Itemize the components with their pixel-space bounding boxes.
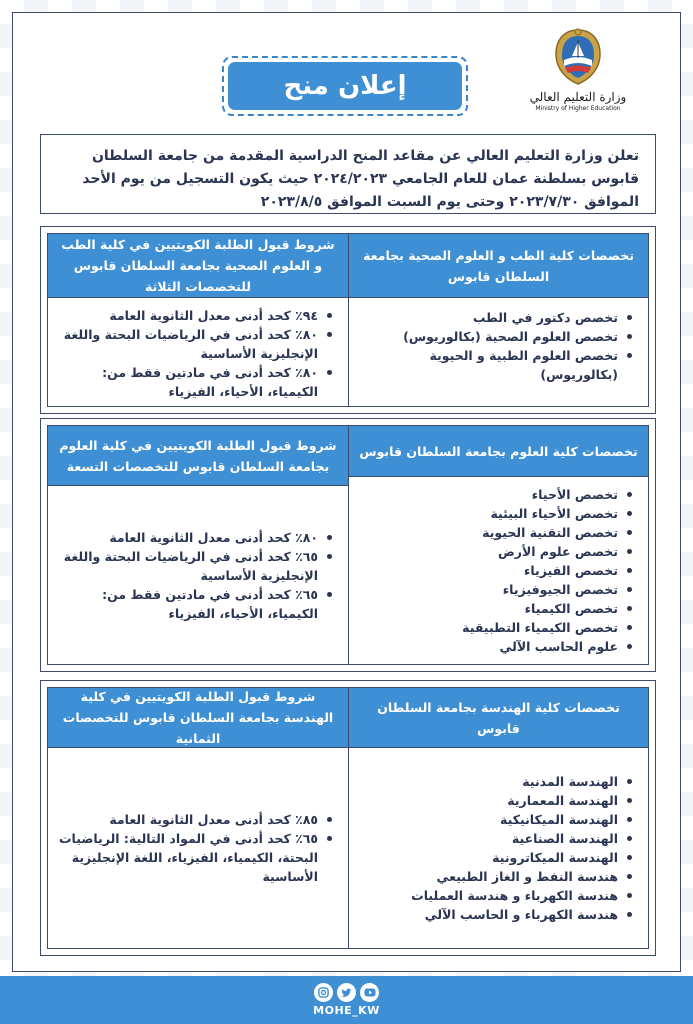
social-links [314,983,379,1002]
list-item: تخصص الفيزياء [359,561,634,580]
list-item: تخصص العلوم الصحية (بكالوريوس) [359,327,634,346]
list-item: تخصص علوم الأرض [359,542,634,561]
ministry-logo [528,26,628,122]
list-item: ٨٠٪ كحد أدنى معدل الثانوية العامة [58,528,334,547]
engineering-specs-column [348,687,649,949]
engineering-conditions-body [48,748,348,948]
engineering-conditions-column [47,687,348,949]
list-item: علوم الحاسب الآلي [359,637,634,656]
engineering-section [40,680,656,956]
science-section [40,418,656,672]
medicine-specs-title: تخصصات كلية الطب و العلوم الصحية بجامعة السلطان قابوس [349,234,648,298]
youtube-icon[interactable] [360,983,379,1002]
list-item: تخصص الأحياء [359,485,634,504]
social-handle: MOHE_KW [313,1004,380,1017]
list-item: ٨٥٪ كحد أدنى معدل الثانوية العامة [58,810,334,829]
list-item: تخصص الكيمياء التطبيقية [359,618,634,637]
twitter-icon[interactable] [337,983,356,1002]
engineering-conditions-title: شروط قبول الطلبة الكويتيين في كلية الهندسة بجامعة السلطان قابوس للتخصصات الثمانية [48,688,348,748]
list-item: تخصص العلوم الطبية و الحيوية (بكالوريوس) [359,346,634,384]
list-item: تخصص الكيمياء [359,599,634,618]
science-conditions-column [47,425,348,665]
list-item: الهندسة الميكانيكية [359,810,634,829]
instagram-icon[interactable] [314,983,333,1002]
science-specs-body [349,477,648,664]
list-item: ٩٤٪ كحد أدنى معدل الثانوية العامة [58,306,334,325]
science-specs-title: تخصصات كلية العلوم بجامعة السلطان قابوس [349,426,648,477]
list-item: ٦٥٪ كحد أدنى في الرياضيات البحتة واللغة الإنجليزية الأساسية [58,547,334,585]
list-item: تخصص دكتور في الطب [359,308,634,327]
medicine-conditions-column [47,233,348,407]
list-item: تخصص الجيوفيزياء [359,580,634,599]
list-item: ٦٥٪ كحد أدنى في المواد التالية: الرياضيات البحتة، الكيمياء، الفيزياء، اللغة الإنجليزية الأساسية [58,829,334,886]
medicine-conditions-title: شروط قبول الطلبة الكويتيين في كلية الطب و العلوم الصحية بجامعة السلطان قابوس للتخصصات الثلاثة [48,234,348,298]
medicine-specs-column [348,233,649,407]
list-item: الهندسة الصناعية [359,829,634,848]
medicine-specs-body [349,298,648,406]
list-item: ٦٥٪ كحد أدنى في مادتين فقط من: الكيمياء، الأحياء، الفيزياء [58,585,334,623]
list-item: تخصص التقنية الحيوية [359,523,634,542]
intro-paragraph: تعلن وزارة التعليم العالي عن مقاعد المنح الدراسية المقدمة من جامعة السلطان قابوس بسلطنة عمان للعام الجامعي ٢٠٢٤/٢٠٢٣ حيث يكون التسجيل من يوم الأحد الموافق ٢٠٢٣/٧/٣٠ وحتى يوم السبت الموافق ٢٠٢٣/٨/٥ [40,134,656,214]
logo-english-text: Ministry of Higher Education [535,105,621,112]
engineering-specs-title: تخصصات كلية الهندسة بجامعة السلطان قابوس [349,688,648,748]
engineering-specs-body [349,748,648,948]
page-title: إعلان منح [228,62,462,110]
list-item: الهندسة المدنية [359,772,634,791]
emblem-icon [548,26,608,88]
science-conditions-body [48,486,348,664]
medicine-section [40,226,656,414]
list-item: هندسة الكهرباء و الحاسب الآلي [359,905,634,924]
list-item: ٨٠٪ كحد أدنى في الرياضيات البحتة واللغة الإنجليزية الأساسية [58,325,334,363]
logo-arabic-text: وزارة التعليم العالي [529,90,627,104]
announcement-title-box [222,56,468,116]
footer-bar [0,976,693,1024]
list-item: هندسة الكهرباء و هندسة العمليات [359,886,634,905]
science-conditions-title: شروط قبول الطلبة الكويتيين في كلية العلوم بجامعة السلطان قابوس للتخصصات التسعة [48,426,348,486]
list-item: الهندسة الميكاترونية [359,848,634,867]
science-specs-column [348,425,649,665]
list-item: تخصص الأحياء البيئية [359,504,634,523]
medicine-conditions-body [48,298,348,409]
list-item: ٨٠٪ كحد أدنى في مادتين فقط من: الكيمياء، الأحياء، الفيزياء [58,363,334,401]
list-item: هندسة النفط و الغاز الطبيعي [359,867,634,886]
list-item: الهندسة المعمارية [359,791,634,810]
